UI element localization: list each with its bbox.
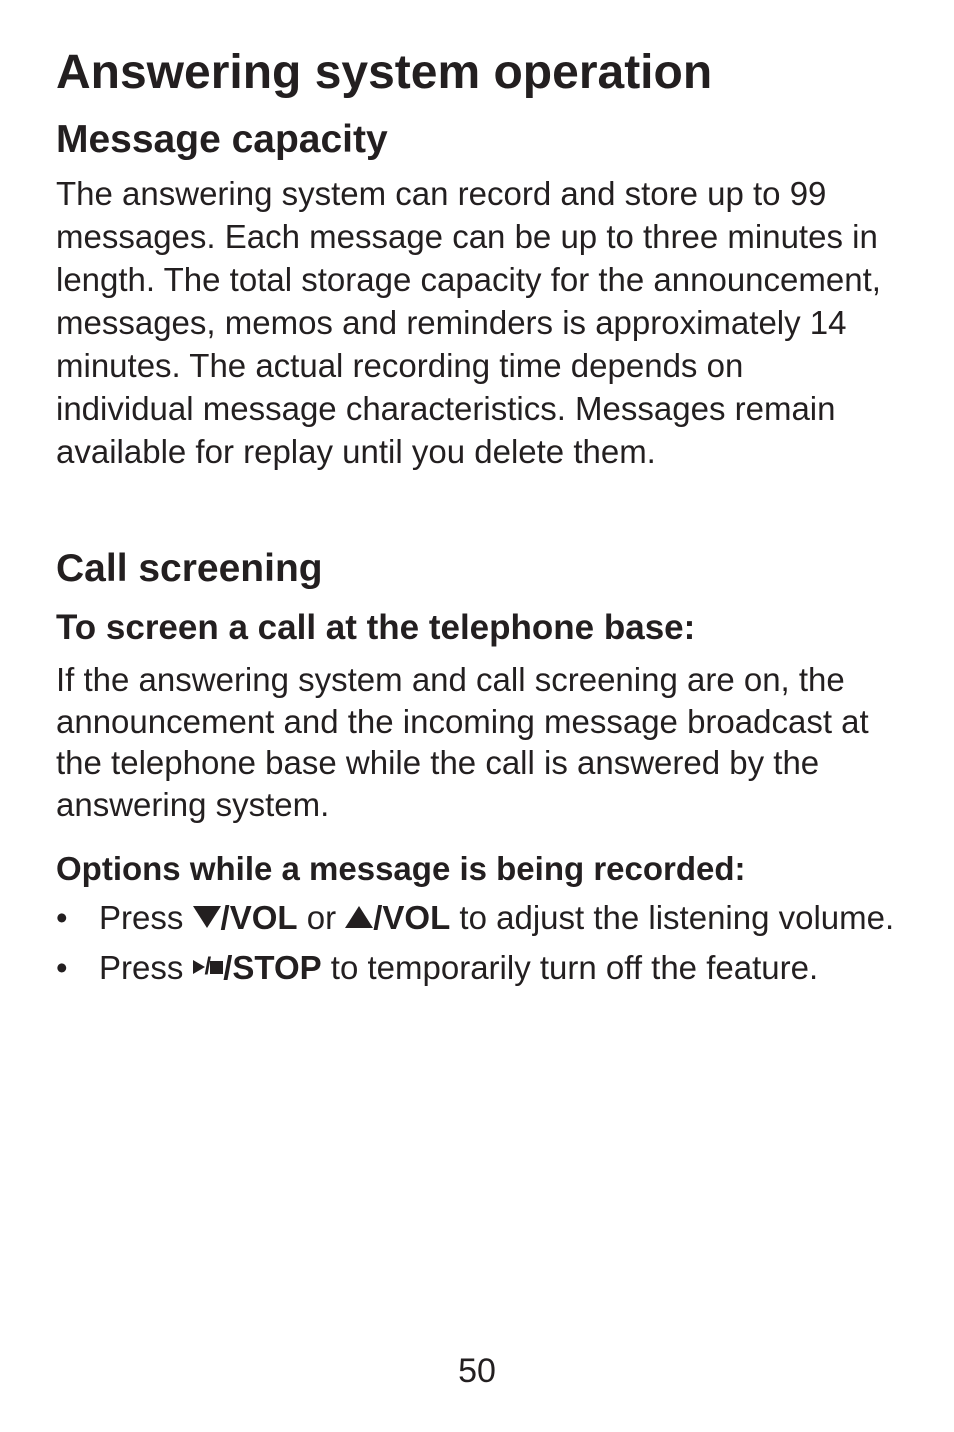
stop-square-icon	[210, 961, 223, 974]
options-list	[56, 897, 896, 1000]
screen-call-subheading: To screen a call at the telephone base:	[56, 608, 696, 647]
call-screening-body: If the answering system and call screening are on, the announcement and the incoming message broadcast at the telephone base while the call is answered by the answering system.	[56, 661, 869, 823]
bullet: •	[56, 949, 68, 986]
play-stop-icon	[193, 946, 224, 987]
or-text: or	[306, 899, 337, 936]
play-stop-slash: /	[204, 952, 211, 980]
volume-down-triangle-icon	[193, 906, 221, 928]
message-capacity-body: The answering system can record and store up to 99 messages. Each message can be up to three minutes in length. The total storage capacity for the announcement, messages, memos and reminders is approximately 14 minutes. The actual recording time depends on individual message characteristics. Messages remain available for replay until you delete them.	[56, 175, 881, 470]
options-heading: Options while a message is being recorded:	[56, 850, 746, 887]
option-description: to adjust the listening volume.	[459, 899, 895, 936]
page-title: Answering system operation	[56, 46, 713, 99]
play-triangle-icon	[193, 960, 205, 974]
volume-up-triangle-icon	[345, 906, 373, 928]
page-number: 50	[458, 1352, 496, 1390]
vol-down-key-label: /VOL	[220, 899, 298, 936]
list-item	[56, 947, 896, 991]
stop-key-label: /STOP	[223, 949, 322, 986]
vol-up-key-label: /VOL	[373, 899, 451, 936]
call-screening-heading: Call screening	[56, 547, 323, 590]
press-text: Press	[99, 949, 184, 986]
message-capacity-heading: Message capacity	[56, 118, 388, 161]
list-item	[56, 897, 896, 938]
press-text: Press	[99, 899, 184, 936]
bullet: •	[56, 899, 68, 936]
option-description: to temporarily turn off the feature.	[330, 949, 819, 986]
